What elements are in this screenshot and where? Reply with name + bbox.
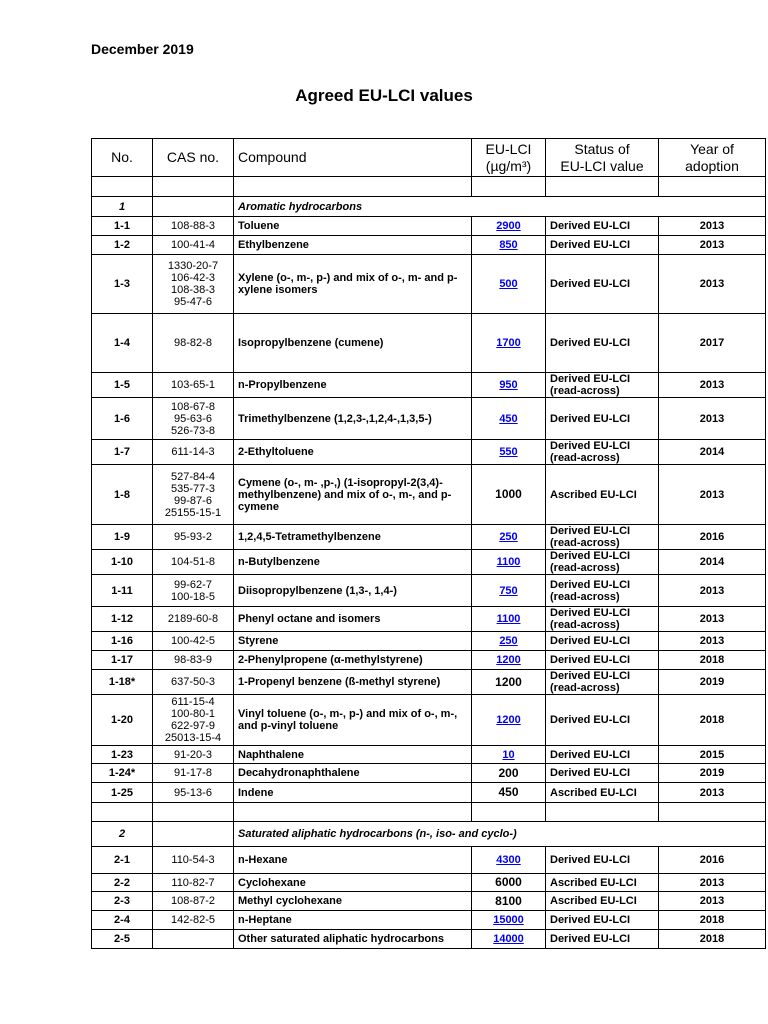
cell-compound: n-Heptane (234, 911, 472, 930)
cell-no: 2-3 (92, 892, 153, 911)
empty-cell (92, 803, 153, 822)
cell-compound: Toluene (234, 217, 472, 236)
cas-number: 25013-15-4 (164, 732, 222, 744)
cell-compound: Indene (234, 783, 472, 803)
cas-number: 104-51-8 (170, 556, 216, 568)
cell-no: 1-11 (92, 575, 153, 607)
header-status-line1: Status of (574, 140, 630, 157)
table-row (92, 695, 766, 746)
table-row-section (92, 822, 766, 847)
table-row (92, 632, 766, 651)
header-year (659, 139, 766, 177)
cell-status: Derived EU-LCI (read-across) (546, 670, 659, 695)
empty-cell (659, 803, 766, 822)
cell-compound: Cyclohexane (234, 874, 472, 892)
cell-no: 1-1 (92, 217, 153, 236)
cas-number: 95-63-6 (174, 412, 212, 425)
eu-lci-value: 6000 (495, 875, 522, 889)
cell-eu-lci (472, 695, 546, 746)
cell-year: 2013 (659, 892, 766, 911)
table-row (92, 575, 766, 607)
cell-year: 2013 (659, 783, 766, 803)
table-row (92, 930, 766, 949)
cell-compound: Isopropylbenzene (cumene) (234, 314, 472, 373)
cas-number: 108-87-2 (170, 895, 216, 907)
cell-status: Derived EU-LCI (546, 764, 659, 783)
cell-eu-lci (472, 236, 546, 255)
cell-eu-lci (472, 783, 546, 803)
eu-lci-value-link[interactable]: 1200 (496, 714, 521, 726)
table-row-blank (92, 177, 766, 197)
cell-no: 1-5 (92, 373, 153, 398)
cell-eu-lci (472, 874, 546, 892)
section-name: Aromatic hydrocarbons (234, 197, 766, 217)
header-eu-lci-line1: EU-LCI (485, 140, 532, 157)
cell-cas (153, 670, 234, 695)
cell-no: 1-25 (92, 783, 153, 803)
cell-year: 2018 (659, 930, 766, 949)
empty-cell (92, 177, 153, 197)
cell-status: Derived EU-LCI (546, 217, 659, 236)
page-title: Agreed EU-LCI values (295, 86, 473, 105)
cell-eu-lci (472, 746, 546, 764)
cell-status: Derived EU-LCI (read-across) (546, 550, 659, 575)
table-row-section (92, 197, 766, 217)
empty-cell (472, 803, 546, 822)
cell-cas (153, 632, 234, 651)
header-eu-lci (472, 139, 546, 177)
cas-number: 100-18-5 (170, 590, 216, 603)
cas-number: 91-20-3 (174, 748, 212, 761)
cell-no: 1-12 (92, 607, 153, 632)
cell-cas (153, 525, 234, 550)
empty-cell (153, 822, 234, 847)
document-date: December 2019 (91, 41, 194, 57)
cas-number: 142-82-5 (170, 914, 216, 926)
cell-status: Derived EU-LCI (546, 632, 659, 651)
eu-lci-value: 8100 (495, 893, 522, 908)
header-compound: Compound (234, 139, 472, 177)
cas-number: 106-42-3 (170, 272, 216, 284)
table-row (92, 217, 766, 236)
cell-eu-lci (472, 525, 546, 550)
cell-cas (153, 607, 234, 632)
cell-status: Derived EU-LCI (read-across) (546, 373, 659, 398)
cell-status: Derived EU-LCI (read-across) (546, 607, 659, 632)
cas-number: 91-17-8 (174, 767, 212, 779)
table-row (92, 670, 766, 695)
cell-status: Derived EU-LCI (read-across) (546, 575, 659, 607)
cell-status: Derived EU-LCI (546, 314, 659, 373)
cas-number: 25155-15-1 (164, 506, 222, 519)
section-number: 1 (92, 197, 153, 217)
cas-number: 95-47-6 (174, 296, 212, 308)
cell-compound: n-Butylbenzene (234, 550, 472, 575)
cell-status: Ascribed EU-LCI (546, 465, 659, 525)
cell-compound: Styrene (234, 632, 472, 651)
table-row (92, 874, 766, 892)
cell-eu-lci (472, 607, 546, 632)
eu-lci-value-link[interactable]: 950 (499, 379, 518, 391)
eu-lci-value-link[interactable]: 14000 (493, 933, 524, 945)
cell-cas (153, 373, 234, 398)
cell-compound: n-Propylbenzene (234, 373, 472, 398)
eu-lci-value-link[interactable]: 850 (499, 239, 518, 251)
cas-number: 108-67-8 (170, 400, 216, 413)
empty-cell (546, 177, 659, 197)
empty-cell (472, 177, 546, 197)
cell-eu-lci (472, 314, 546, 373)
table-row (92, 398, 766, 440)
header-eu-lci-line2: (µg/m³) (485, 157, 532, 174)
cell-year: 2016 (659, 525, 766, 550)
cell-compound: Other saturated aliphatic hydrocarbons (234, 930, 472, 949)
cell-cas (153, 911, 234, 930)
header-status-line2: EU-LCI value (560, 157, 644, 174)
cell-eu-lci (472, 550, 546, 575)
cell-year: 2013 (659, 874, 766, 892)
cell-eu-lci (472, 398, 546, 440)
cell-status: Derived EU-LCI (546, 930, 659, 949)
cell-eu-lci (472, 764, 546, 783)
cell-cas (153, 764, 234, 783)
table-row (92, 236, 766, 255)
eu-lci-table (91, 138, 766, 949)
cell-status: Ascribed EU-LCI (546, 874, 659, 892)
empty-cell (153, 177, 234, 197)
cell-compound: Naphthalene (234, 746, 472, 764)
cell-cas (153, 930, 234, 949)
cell-compound: Methyl cyclohexane (234, 892, 472, 911)
cell-eu-lci (472, 632, 546, 651)
cas-number: 99-62-7 (174, 578, 212, 591)
cell-eu-lci (472, 670, 546, 695)
cell-eu-lci (472, 217, 546, 236)
section-name: Saturated aliphatic hydrocarbons (n-, iso- and cyclo-) (234, 822, 766, 847)
table-row (92, 651, 766, 670)
cell-status: Derived EU-LCI (546, 398, 659, 440)
empty-cell (659, 177, 766, 197)
table-row (92, 892, 766, 911)
cell-compound: Vinyl toluene (o-, m-, p-) and mix of o-, m-, and p-vinyl toluene (234, 695, 472, 746)
cell-no: 1-23 (92, 746, 153, 764)
table-row (92, 314, 766, 373)
cell-eu-lci (472, 847, 546, 874)
table-row-blank (92, 803, 766, 822)
cell-year: 2019 (659, 670, 766, 695)
eu-lci-value-link[interactable]: 450 (499, 412, 518, 425)
cas-number: 110-54-3 (171, 854, 215, 866)
cell-eu-lci (472, 465, 546, 525)
cell-year: 2018 (659, 695, 766, 746)
cas-number: 100-42-5 (170, 635, 216, 647)
header-year-line1: Year of (690, 140, 734, 157)
cell-year: 2013 (659, 255, 766, 314)
cas-number: 95-93-2 (174, 531, 212, 543)
cell-no: 1-9 (92, 525, 153, 550)
cas-number: 95-13-6 (174, 786, 212, 799)
eu-lci-value-link[interactable]: 2900 (496, 220, 521, 232)
cell-no: 1-4 (92, 314, 153, 373)
cell-year: 2016 (659, 847, 766, 874)
table-row (92, 607, 766, 632)
cas-number: 110-82-7 (171, 876, 215, 889)
cell-status: Derived EU-LCI (546, 651, 659, 670)
cell-cas (153, 255, 234, 314)
eu-lci-value-link[interactable]: 1700 (496, 337, 521, 349)
empty-cell (153, 197, 234, 217)
eu-lci-value: 1000 (495, 487, 522, 501)
eu-lci-value-link[interactable]: 15000 (493, 914, 524, 926)
cell-compound: Cymene (o-, m- ,p-,) (1-isopropyl-2(3,4)-methylbenzene) and mix of o-, m-, and p-cymene (234, 465, 472, 525)
cell-compound: n-Hexane (234, 847, 472, 874)
cell-year: 2013 (659, 575, 766, 607)
cell-year: 2018 (659, 651, 766, 670)
cell-cas (153, 398, 234, 440)
cell-status: Derived EU-LCI (546, 695, 659, 746)
eu-lci-value-link[interactable]: 550 (499, 446, 518, 458)
cell-cas (153, 651, 234, 670)
cell-year: 2015 (659, 746, 766, 764)
cell-no: 1-8 (92, 465, 153, 525)
cell-no: 1-2 (92, 236, 153, 255)
cas-number: 100-41-4 (170, 239, 216, 251)
cell-status: Derived EU-LCI (546, 911, 659, 930)
table-row (92, 373, 766, 398)
eu-lci-value-link[interactable]: 1100 (496, 613, 521, 625)
cas-number: 103-65-1 (170, 379, 216, 391)
cas-number: 611-14-3 (171, 446, 215, 458)
cell-compound: 2-Ethyltoluene (234, 440, 472, 465)
cell-status: Derived EU-LCI (546, 746, 659, 764)
table-body (92, 177, 766, 949)
cas-number: 535-77-3 (170, 482, 216, 495)
cell-year: 2013 (659, 236, 766, 255)
cell-compound: Trimethylbenzene (1,2,3-,1,2,4-,1,3,5-) (234, 398, 472, 440)
eu-lci-value-link[interactable]: 250 (499, 635, 518, 647)
eu-lci-value-link[interactable]: 750 (499, 584, 518, 597)
cas-number: 2189-60-8 (167, 613, 219, 625)
cell-eu-lci (472, 651, 546, 670)
table-row (92, 465, 766, 525)
cell-eu-lci (472, 575, 546, 607)
header-status (546, 139, 659, 177)
cell-no: 1-17 (92, 651, 153, 670)
cell-year: 2014 (659, 440, 766, 465)
cell-compound: Ethylbenzene (234, 236, 472, 255)
cas-number: 98-82-8 (174, 337, 212, 349)
table-row (92, 525, 766, 550)
cell-year: 2013 (659, 607, 766, 632)
cell-compound: Decahydronaphthalene (234, 764, 472, 783)
cell-year: 2019 (659, 764, 766, 783)
cell-cas (153, 847, 234, 874)
cell-status: Derived EU-LCI (546, 236, 659, 255)
cell-cas (153, 575, 234, 607)
cell-cas (153, 695, 234, 746)
cell-cas (153, 217, 234, 236)
cas-number: 611-15-4 (171, 696, 215, 708)
cell-year: 2017 (659, 314, 766, 373)
cell-eu-lci (472, 911, 546, 930)
cell-year: 2013 (659, 373, 766, 398)
table-row (92, 911, 766, 930)
eu-lci-value-link[interactable]: 1200 (496, 654, 521, 666)
table-header-row (92, 139, 766, 177)
cell-cas (153, 465, 234, 525)
cell-no: 1-18* (92, 670, 153, 695)
cell-cas (153, 874, 234, 892)
empty-cell (546, 803, 659, 822)
cas-number: 108-38-3 (170, 284, 216, 296)
table-row (92, 255, 766, 314)
cas-number: 98-83-9 (174, 654, 212, 666)
table-row (92, 783, 766, 803)
cell-no: 1-16 (92, 632, 153, 651)
cell-status: Derived EU-LCI (546, 255, 659, 314)
cell-eu-lci (472, 440, 546, 465)
cell-compound: 1-Propenyl benzene (ß-methyl styrene) (234, 670, 472, 695)
cell-cas (153, 892, 234, 911)
table-row (92, 847, 766, 874)
cell-no: 1-6 (92, 398, 153, 440)
cell-status: Derived EU-LCI (546, 847, 659, 874)
cas-number: 1330-20-7 (167, 260, 219, 272)
cas-number: 637-50-3 (170, 676, 216, 688)
cas-number: 622-97-9 (170, 720, 216, 732)
header-year-line2: adoption (685, 157, 739, 174)
eu-lci-value-link[interactable]: 1100 (496, 556, 521, 568)
cell-status: Ascribed EU-LCI (546, 783, 659, 803)
cell-status: Derived EU-LCI (read-across) (546, 525, 659, 550)
cas-number: 108-88-3 (170, 220, 216, 232)
cell-compound: Xylene (o-, m-, p-) and mix of o-, m- and p-xylene isomers (234, 255, 472, 314)
cell-no: 1-3 (92, 255, 153, 314)
cell-eu-lci (472, 892, 546, 911)
cell-compound: Diisopropylbenzene (1,3-, 1,4-) (234, 575, 472, 607)
cell-no: 1-20 (92, 695, 153, 746)
cell-cas (153, 746, 234, 764)
cell-cas (153, 440, 234, 465)
eu-lci-value: 200 (498, 765, 519, 780)
cell-compound: 2-Phenylpropene (α-methylstyrene) (234, 651, 472, 670)
table-row (92, 550, 766, 575)
empty-cell (153, 803, 234, 822)
cell-year: 2013 (659, 217, 766, 236)
cell-year: 2013 (659, 465, 766, 525)
cell-cas (153, 550, 234, 575)
table-row (92, 440, 766, 465)
eu-lci-value-link[interactable]: 500 (499, 278, 518, 290)
cell-no: 1-24* (92, 764, 153, 783)
cell-year: 2014 (659, 550, 766, 575)
cell-year: 2013 (659, 398, 766, 440)
cell-eu-lci (472, 930, 546, 949)
cell-status: Ascribed EU-LCI (546, 892, 659, 911)
cell-cas (153, 314, 234, 373)
cell-cas (153, 236, 234, 255)
eu-lci-value: 1200 (495, 674, 522, 689)
cell-eu-lci (472, 373, 546, 398)
cell-eu-lci (472, 255, 546, 314)
cell-no: 1-10 (92, 550, 153, 575)
cell-compound: Phenyl octane and isomers (234, 607, 472, 632)
eu-lci-value-link[interactable]: 250 (499, 531, 518, 543)
cell-compound: 1,2,4,5-Tetramethylbenzene (234, 525, 472, 550)
cell-no: 2-4 (92, 911, 153, 930)
cell-cas (153, 783, 234, 803)
header-no: No. (92, 139, 153, 177)
section-number: 2 (92, 822, 153, 847)
cell-status: Derived EU-LCI (read-across) (546, 440, 659, 465)
cas-number: 527-84-4 (170, 470, 216, 483)
cell-no: 1-7 (92, 440, 153, 465)
empty-cell (234, 803, 472, 822)
cell-no: 2-2 (92, 874, 153, 892)
cas-number: 526-73-8 (170, 424, 216, 437)
eu-lci-value-link[interactable]: 10 (502, 748, 515, 761)
cell-year: 2018 (659, 911, 766, 930)
cell-no: 2-1 (92, 847, 153, 874)
table-row (92, 764, 766, 783)
empty-cell (234, 177, 472, 197)
eu-lci-value: 450 (498, 785, 519, 799)
header-cas: CAS no. (153, 139, 234, 177)
cas-number: 100-80-1 (170, 708, 216, 720)
table-row (92, 746, 766, 764)
cell-no: 2-5 (92, 930, 153, 949)
eu-lci-value-link[interactable]: 4300 (496, 854, 521, 866)
cell-year: 2013 (659, 632, 766, 651)
cas-number: 99-87-6 (174, 494, 212, 507)
